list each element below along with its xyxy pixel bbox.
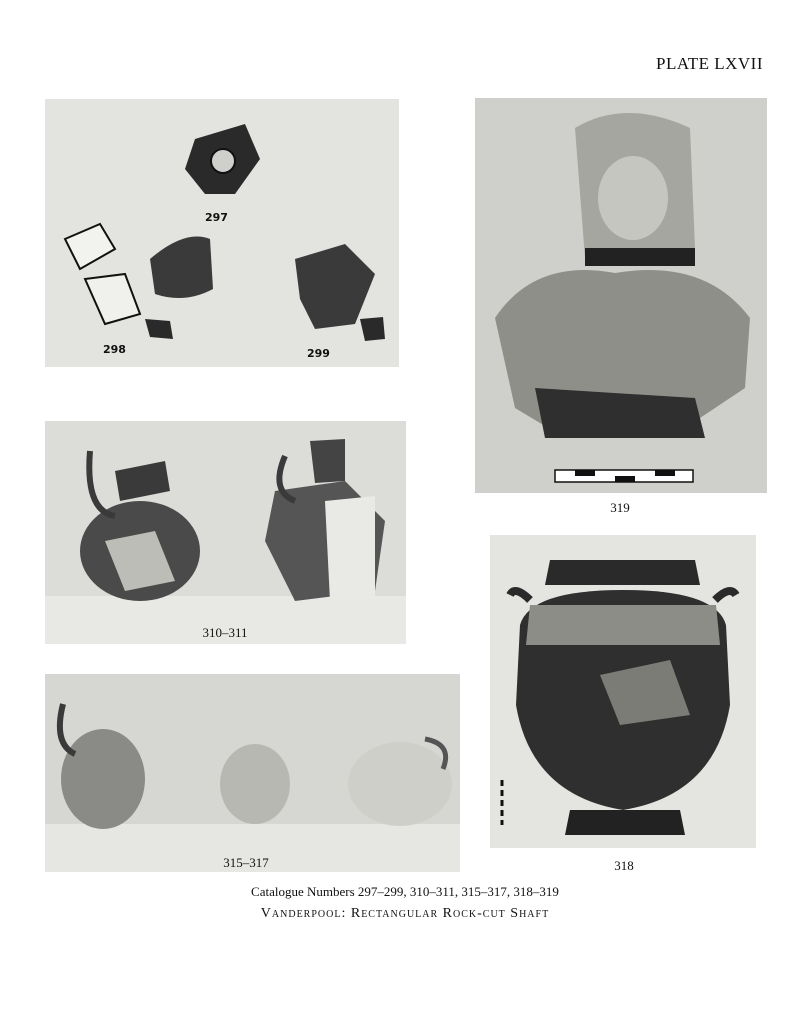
label-297: 297 bbox=[205, 211, 228, 224]
plate-title: Vanderpool: Rectangular Rock-cut Shaft bbox=[260, 906, 550, 921]
photo-jugs-315-317 bbox=[45, 674, 460, 872]
jug-316 bbox=[220, 744, 290, 824]
caption-310-311: 310–311 bbox=[202, 625, 248, 640]
jug-315 bbox=[61, 729, 145, 829]
photo-bust-319 bbox=[475, 98, 767, 493]
fragments-illustration bbox=[45, 99, 399, 367]
catalogue-numbers: Catalogue Numbers 297–299, 310–311, 315–317, 318–319 bbox=[251, 884, 559, 899]
sherd-299a bbox=[295, 244, 375, 329]
label-299: 299 bbox=[307, 347, 330, 360]
caption-315-317: 315–317 bbox=[223, 855, 269, 870]
sherd-298d bbox=[145, 319, 173, 339]
caption-318: 318 bbox=[614, 858, 634, 873]
photo-amphora-318 bbox=[490, 535, 756, 848]
jug-317 bbox=[348, 742, 452, 826]
sherd-298c bbox=[85, 274, 140, 324]
label-298: 298 bbox=[103, 343, 126, 356]
jugs-310-311-illustration bbox=[45, 421, 406, 644]
bust-319-illustration bbox=[475, 98, 767, 493]
sherd-299b bbox=[360, 317, 385, 341]
amphora-neck bbox=[545, 560, 700, 585]
photo-fragments-297-299 bbox=[45, 99, 399, 367]
photo-jugs-310-311 bbox=[45, 421, 406, 644]
caption-319: 319 bbox=[610, 500, 630, 515]
amphora-318-illustration bbox=[490, 535, 756, 848]
jugs-315-317-illustration bbox=[45, 674, 460, 872]
sherd-298a bbox=[65, 224, 115, 269]
plate-label: PLATE LXVII bbox=[655, 54, 763, 73]
sherd-298b bbox=[150, 237, 213, 299]
